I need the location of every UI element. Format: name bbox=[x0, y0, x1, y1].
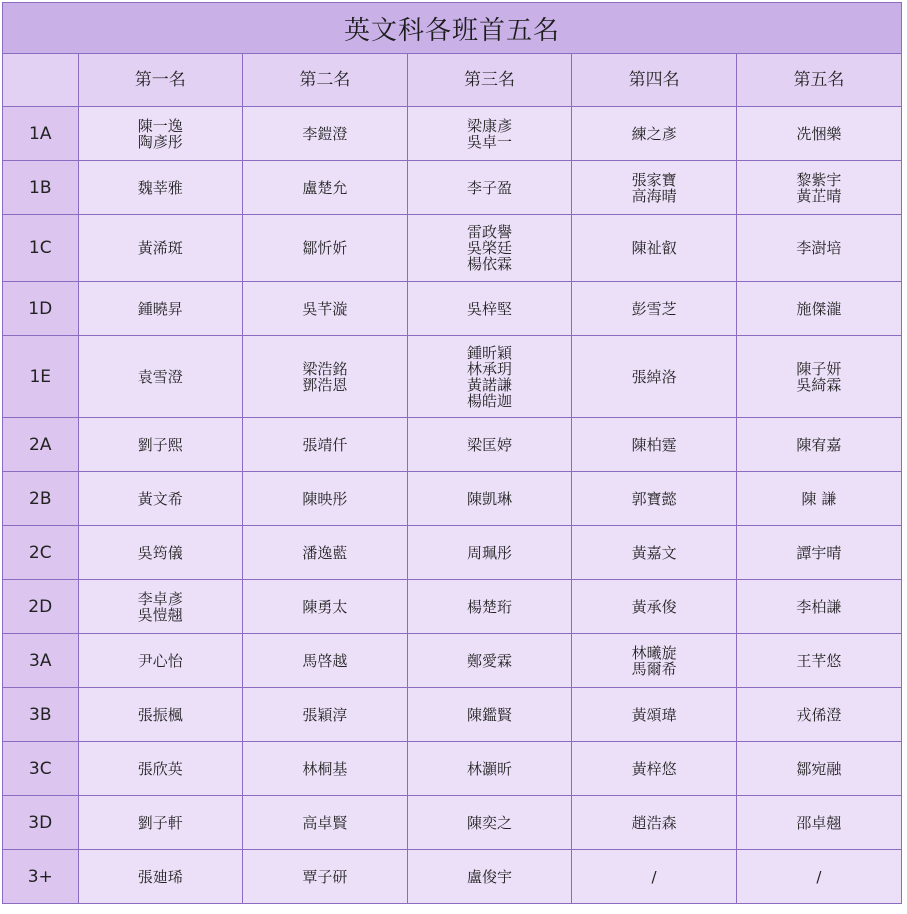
student-names bbox=[247, 180, 403, 196]
class-label: 3A bbox=[3, 634, 78, 688]
rank-cell bbox=[243, 742, 408, 796]
student-name: 王芊悠 bbox=[796, 651, 842, 670]
rank-cell bbox=[243, 282, 408, 336]
rank-cell bbox=[78, 742, 243, 796]
rank-cell bbox=[407, 472, 572, 526]
student-name: 魏莘雅 bbox=[137, 178, 183, 197]
student-names bbox=[83, 369, 239, 385]
rank-cell bbox=[243, 526, 408, 580]
student-name: 劉子軒 bbox=[137, 813, 183, 832]
student-names bbox=[247, 126, 403, 142]
student-names bbox=[576, 491, 732, 507]
student-names bbox=[247, 869, 403, 885]
student-name: 鍾曉昇 bbox=[137, 299, 183, 318]
student-names bbox=[412, 599, 568, 615]
header-fifth-place: 第五名 bbox=[736, 54, 901, 107]
student-name: 吳卓一 bbox=[466, 132, 512, 151]
student-name: 陳祉叡 bbox=[631, 239, 677, 257]
rank-cell bbox=[736, 850, 901, 904]
student-names bbox=[83, 869, 239, 885]
class-label: 2A bbox=[3, 418, 78, 472]
student-name: 李柏謙 bbox=[796, 597, 842, 616]
student-names bbox=[741, 545, 897, 561]
student-names bbox=[83, 707, 239, 723]
student-names bbox=[741, 126, 897, 142]
student-name: 梁康彥 bbox=[466, 116, 512, 135]
student-names bbox=[83, 180, 239, 196]
student-name: 盧俊宇 bbox=[466, 867, 512, 886]
table-row bbox=[3, 418, 901, 472]
student-name: 陳子妍 bbox=[796, 359, 842, 378]
student-names bbox=[576, 761, 732, 777]
header-fourth-place: 第四名 bbox=[572, 54, 737, 107]
rank-cell bbox=[736, 472, 901, 526]
student-names bbox=[83, 815, 239, 831]
rank-cell bbox=[572, 215, 737, 282]
student-name: 雷政譽 bbox=[466, 223, 512, 241]
rank-cell bbox=[78, 796, 243, 850]
student-names bbox=[576, 645, 732, 677]
rank-cell bbox=[78, 418, 243, 472]
rank-cell bbox=[407, 107, 572, 161]
student-name: 鄒忻妡 bbox=[302, 239, 348, 257]
rank-cell bbox=[407, 215, 572, 282]
rank-cell bbox=[736, 580, 901, 634]
student-name: 陳勇太 bbox=[302, 597, 348, 616]
table-row bbox=[3, 688, 901, 742]
rank-cell bbox=[78, 634, 243, 688]
class-label: 3+ bbox=[3, 850, 78, 904]
student-names bbox=[247, 707, 403, 723]
student-names bbox=[247, 815, 403, 831]
student-names bbox=[412, 301, 568, 317]
rank-cell bbox=[572, 580, 737, 634]
table-row bbox=[3, 796, 901, 850]
student-names bbox=[247, 491, 403, 507]
student-name: 李鎧澄 bbox=[302, 124, 348, 143]
student-names bbox=[412, 491, 568, 507]
student-names bbox=[412, 707, 568, 723]
table-row bbox=[3, 215, 901, 282]
student-name: 李子盈 bbox=[466, 178, 512, 197]
rank-cell bbox=[78, 336, 243, 418]
student-name: 陶彥彤 bbox=[137, 132, 183, 151]
student-name: 黃梓悠 bbox=[631, 759, 677, 778]
student-name: 陳凱琳 bbox=[466, 489, 512, 508]
student-names bbox=[412, 180, 568, 196]
student-name: 鄒宛融 bbox=[796, 759, 842, 778]
rank-cell bbox=[572, 161, 737, 215]
rank-cell bbox=[407, 742, 572, 796]
rank-cell bbox=[572, 526, 737, 580]
student-names bbox=[83, 301, 239, 317]
student-names bbox=[83, 437, 239, 453]
rank-cell bbox=[572, 634, 737, 688]
rank-cell bbox=[736, 161, 901, 215]
rank-cell bbox=[572, 282, 737, 336]
student-name: 陳柏霆 bbox=[631, 435, 677, 454]
table-row bbox=[3, 526, 901, 580]
rank-cell bbox=[572, 336, 737, 418]
rank-cell bbox=[243, 796, 408, 850]
student-names bbox=[741, 172, 897, 204]
student-names bbox=[741, 815, 897, 831]
student-names bbox=[83, 653, 239, 669]
rank-cell bbox=[736, 215, 901, 282]
student-name: 張欣英 bbox=[137, 759, 183, 778]
rank-cell bbox=[243, 418, 408, 472]
student-name: 梁浩銘 bbox=[302, 359, 348, 378]
rank-cell bbox=[572, 850, 737, 904]
student-name: / bbox=[816, 867, 822, 886]
student-name: 郭寶懿 bbox=[631, 489, 677, 508]
student-name: 吳綺霖 bbox=[796, 375, 842, 394]
table-row bbox=[3, 634, 901, 688]
header-row bbox=[3, 54, 901, 107]
student-name: 吳棨廷 bbox=[466, 239, 512, 257]
rank-cell bbox=[243, 215, 408, 282]
student-name: 陳鑑賢 bbox=[466, 705, 512, 724]
header-second-place: 第二名 bbox=[243, 54, 408, 107]
student-name: 黃嘉文 bbox=[631, 543, 677, 562]
student-name: 張綽洛 bbox=[631, 367, 677, 386]
student-names bbox=[247, 437, 403, 453]
student-name: 張家寶 bbox=[631, 170, 677, 189]
rank-cell bbox=[407, 526, 572, 580]
student-name: 尹心怡 bbox=[137, 651, 183, 670]
student-name: 馬爾希 bbox=[631, 659, 677, 678]
rank-cell bbox=[736, 634, 901, 688]
rank-cell bbox=[243, 850, 408, 904]
student-names bbox=[412, 118, 568, 150]
header-corner bbox=[3, 54, 78, 107]
student-name: 劉子熙 bbox=[137, 435, 183, 454]
student-names bbox=[247, 240, 403, 256]
student-names bbox=[247, 653, 403, 669]
rank-cell bbox=[407, 161, 572, 215]
student-name: 施傑瀧 bbox=[796, 299, 842, 318]
student-name: 練之彥 bbox=[631, 124, 677, 143]
class-label: 2C bbox=[3, 526, 78, 580]
student-name: 鄧浩恩 bbox=[302, 375, 348, 394]
table-row bbox=[3, 580, 901, 634]
student-name: 邵卓翹 bbox=[796, 813, 842, 832]
student-name: 趙浩森 bbox=[631, 813, 677, 832]
student-name: 黃諾謙 bbox=[466, 375, 512, 394]
rank-cell bbox=[243, 634, 408, 688]
rank-cell bbox=[78, 161, 243, 215]
student-names bbox=[412, 653, 568, 669]
rank-cell bbox=[407, 796, 572, 850]
student-name: 黃芷晴 bbox=[796, 186, 842, 205]
table-row bbox=[3, 742, 901, 796]
rank-cell bbox=[78, 107, 243, 161]
rank-cell bbox=[243, 161, 408, 215]
rank-cell bbox=[407, 688, 572, 742]
class-label: 1C bbox=[3, 215, 78, 282]
student-name: 李卓彥 bbox=[137, 589, 183, 608]
class-label: 3D bbox=[3, 796, 78, 850]
rank-cell bbox=[736, 742, 901, 796]
student-names bbox=[412, 437, 568, 453]
class-label: 2D bbox=[3, 580, 78, 634]
student-name: 冼悃樂 bbox=[796, 124, 842, 143]
student-names bbox=[741, 491, 897, 507]
class-label: 3C bbox=[3, 742, 78, 796]
student-name: 彭雪芝 bbox=[631, 299, 677, 318]
student-names bbox=[576, 869, 732, 885]
student-name: 林桐基 bbox=[302, 759, 348, 778]
rank-cell bbox=[243, 336, 408, 418]
student-name: 吳梓堅 bbox=[466, 299, 512, 318]
student-name: 陳 謙 bbox=[801, 489, 837, 508]
header-first-place: 第一名 bbox=[78, 54, 243, 107]
rank-cell bbox=[78, 688, 243, 742]
student-names bbox=[83, 491, 239, 507]
rank-cell bbox=[736, 418, 901, 472]
rank-cell bbox=[243, 580, 408, 634]
sheet-title: 英文科各班首五名 bbox=[3, 3, 901, 54]
rank-cell bbox=[243, 472, 408, 526]
student-names bbox=[576, 240, 732, 256]
student-name: 譚宇晴 bbox=[796, 543, 842, 562]
rank-cell bbox=[736, 688, 901, 742]
student-name: 黃文希 bbox=[137, 489, 183, 508]
student-name: 黎紫宇 bbox=[796, 170, 842, 189]
student-names bbox=[247, 361, 403, 393]
table-row bbox=[3, 850, 901, 904]
student-name: 楊依霖 bbox=[466, 255, 512, 273]
table-row bbox=[3, 472, 901, 526]
student-names bbox=[412, 815, 568, 831]
student-names bbox=[576, 369, 732, 385]
student-name: 張靖仟 bbox=[302, 435, 348, 454]
header-third-place: 第三名 bbox=[407, 54, 572, 107]
rank-cell bbox=[407, 850, 572, 904]
student-name: 黃浠斑 bbox=[137, 239, 183, 257]
student-name: 戎俙澄 bbox=[796, 705, 842, 724]
rank-cell bbox=[736, 282, 901, 336]
student-names bbox=[83, 591, 239, 623]
rank-cell bbox=[78, 282, 243, 336]
class-label: 1D bbox=[3, 282, 78, 336]
student-names bbox=[576, 545, 732, 561]
rank-cell bbox=[572, 472, 737, 526]
rank-cell bbox=[243, 107, 408, 161]
student-names bbox=[741, 361, 897, 393]
student-name: 鄭愛霖 bbox=[466, 651, 512, 670]
student-name: 林承玥 bbox=[466, 359, 512, 378]
rank-cell bbox=[736, 526, 901, 580]
student-name: 吳芊漩 bbox=[302, 299, 348, 318]
student-names bbox=[247, 599, 403, 615]
class-label: 2B bbox=[3, 472, 78, 526]
rank-cell bbox=[407, 336, 572, 418]
table-body bbox=[3, 107, 901, 904]
rank-cell bbox=[736, 796, 901, 850]
rank-cell bbox=[572, 107, 737, 161]
table-row bbox=[3, 336, 901, 418]
rank-cell bbox=[572, 742, 737, 796]
student-names bbox=[412, 761, 568, 777]
table-row bbox=[3, 161, 901, 215]
rank-cell bbox=[78, 850, 243, 904]
student-names bbox=[247, 761, 403, 777]
student-name: 周珮彤 bbox=[466, 543, 512, 562]
student-names bbox=[576, 437, 732, 453]
student-names bbox=[412, 345, 568, 409]
student-names bbox=[412, 224, 568, 272]
student-name: 盧楚允 bbox=[302, 178, 348, 197]
student-name: 黃承俊 bbox=[631, 597, 677, 616]
student-names bbox=[741, 301, 897, 317]
student-names bbox=[576, 599, 732, 615]
student-names bbox=[576, 172, 732, 204]
student-names bbox=[741, 869, 897, 885]
student-name: 潘逸藍 bbox=[302, 543, 348, 562]
table-row bbox=[3, 282, 901, 336]
student-name: 陳宥嘉 bbox=[796, 435, 842, 454]
student-name: 林灝昕 bbox=[466, 759, 512, 778]
student-name: 高卓賢 bbox=[302, 813, 348, 832]
table-row bbox=[3, 107, 901, 161]
student-names bbox=[247, 301, 403, 317]
student-names bbox=[576, 815, 732, 831]
rank-cell bbox=[407, 282, 572, 336]
student-names bbox=[83, 761, 239, 777]
student-name: / bbox=[651, 867, 657, 886]
student-name: 吳愷翹 bbox=[137, 605, 183, 624]
class-label: 1E bbox=[3, 336, 78, 418]
rank-cell bbox=[736, 107, 901, 161]
student-names bbox=[576, 126, 732, 142]
student-name: 鍾昕穎 bbox=[466, 343, 512, 362]
student-name: 陳一逸 bbox=[137, 116, 183, 135]
student-name: 林曦旋 bbox=[631, 643, 677, 662]
ranking-table bbox=[3, 54, 901, 903]
student-names bbox=[412, 869, 568, 885]
rank-cell bbox=[736, 336, 901, 418]
class-label: 1A bbox=[3, 107, 78, 161]
rank-cell bbox=[78, 580, 243, 634]
student-names bbox=[741, 437, 897, 453]
rank-cell bbox=[78, 526, 243, 580]
student-name: 吳筠儀 bbox=[137, 543, 183, 562]
class-label: 1B bbox=[3, 161, 78, 215]
class-label: 3B bbox=[3, 688, 78, 742]
student-names bbox=[576, 301, 732, 317]
student-names bbox=[83, 118, 239, 150]
rank-cell bbox=[243, 688, 408, 742]
student-name: 覃子研 bbox=[302, 867, 348, 886]
student-names bbox=[83, 240, 239, 256]
rank-cell bbox=[572, 418, 737, 472]
student-names bbox=[741, 761, 897, 777]
rank-cell bbox=[407, 580, 572, 634]
student-names bbox=[741, 653, 897, 669]
student-name: 袁雪澄 bbox=[137, 367, 183, 386]
student-name: 黃頌瑋 bbox=[631, 705, 677, 724]
student-name: 楊楚珩 bbox=[466, 597, 512, 616]
student-name: 楊皓迦 bbox=[466, 391, 512, 410]
student-name: 陳奕之 bbox=[466, 813, 512, 832]
student-names bbox=[741, 240, 897, 256]
rank-cell bbox=[78, 472, 243, 526]
rank-cell bbox=[407, 418, 572, 472]
student-names bbox=[412, 545, 568, 561]
student-name: 張穎淳 bbox=[302, 705, 348, 724]
student-name: 高海晴 bbox=[631, 186, 677, 205]
student-names bbox=[741, 599, 897, 615]
student-names bbox=[741, 707, 897, 723]
student-name: 張廸琋 bbox=[137, 867, 183, 886]
student-name: 梁匡婷 bbox=[466, 435, 512, 454]
student-names bbox=[576, 707, 732, 723]
rank-cell bbox=[78, 215, 243, 282]
student-name: 張振楓 bbox=[137, 705, 183, 724]
student-name: 李澍培 bbox=[796, 239, 842, 257]
student-names bbox=[247, 545, 403, 561]
ranking-sheet bbox=[2, 2, 902, 904]
rank-cell bbox=[407, 634, 572, 688]
student-name: 馬啓越 bbox=[302, 651, 348, 670]
student-name: 陳映彤 bbox=[302, 489, 348, 508]
rank-cell bbox=[572, 796, 737, 850]
rank-cell bbox=[572, 688, 737, 742]
student-names bbox=[83, 545, 239, 561]
